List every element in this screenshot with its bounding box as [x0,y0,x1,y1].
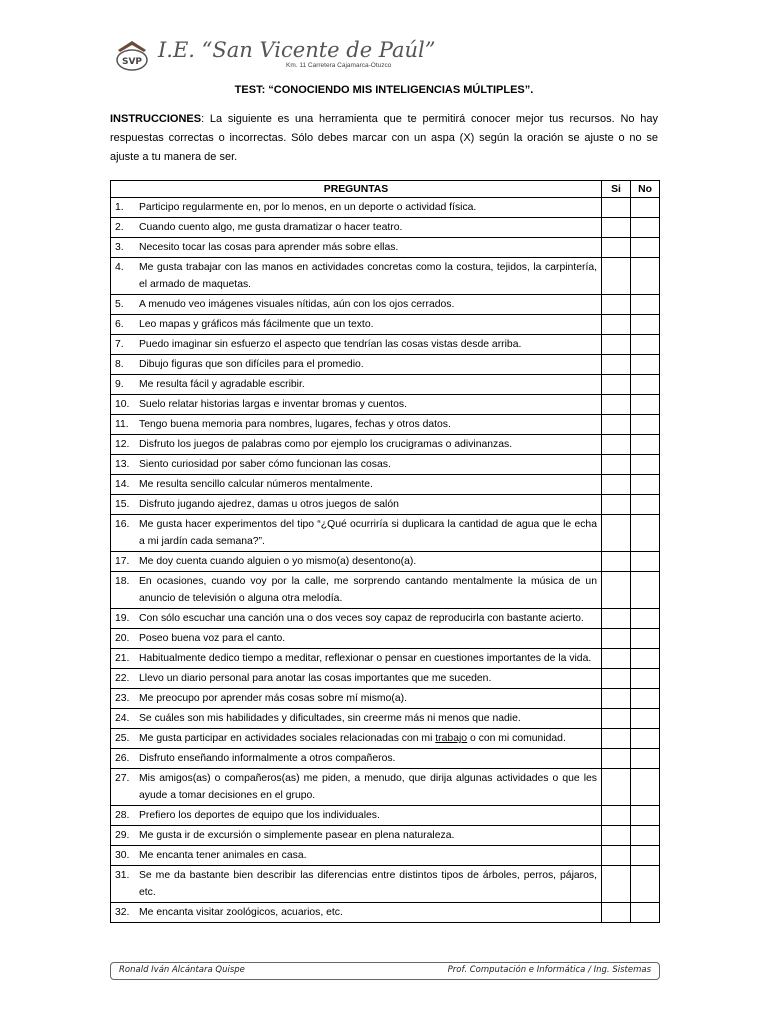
answer-no-cell[interactable] [631,572,660,609]
question-text: Disfruto enseñando informalmente a otros compañeros. [139,753,396,764]
question-number: 13. [115,459,130,470]
answer-no-cell[interactable] [631,552,660,572]
answer-no-cell[interactable] [631,609,660,629]
table-row [111,669,660,689]
question-text: Habitualmente dedico tiempo a meditar, reflexionar o pensar en cuestiones importantes de la vida. [139,653,592,664]
question-number: 11. [115,419,129,430]
answer-si-cell[interactable] [602,395,631,415]
answer-si-cell[interactable] [602,669,631,689]
document-header [110,36,670,76]
question-cell [111,258,602,295]
answer-no-cell[interactable] [631,218,660,238]
answer-no-cell[interactable] [631,238,660,258]
table-row [111,238,660,258]
question-cell [111,475,602,495]
question-number: 9. [115,379,124,390]
question-cell [111,198,602,218]
school-logo-icon [114,38,150,72]
answer-no-cell[interactable] [631,629,660,649]
answer-si-cell[interactable] [602,572,631,609]
table-row [111,609,660,629]
answer-si-cell[interactable] [602,729,631,749]
question-number: 22. [115,673,130,684]
question-number: 32. [115,907,130,918]
answer-no-cell[interactable] [631,295,660,315]
answer-no-cell[interactable] [631,866,660,903]
question-text [139,730,597,747]
answer-si-cell[interactable] [602,552,631,572]
footer-role: Prof. Computación e Informática / Ing. Sistemas [447,965,651,975]
question-number: 4. [115,262,124,273]
question-text: Me resulta sencillo calcular números mentalmente. [139,479,373,490]
question-cell [111,455,602,475]
table-row [111,846,660,866]
table-row [111,749,660,769]
question-text: Me gusta hacer experimentos del tipo “¿Qué ocurriría si duplicara la cantidad de agua que le echa a mi jardín cada semana?”. [139,519,597,547]
page-footer [110,962,660,980]
question-number: 8. [115,359,124,370]
question-text: Me encanta tener animales en casa. [139,850,307,861]
instructions-paragraph [110,110,658,167]
table-row [111,495,660,515]
question-number: 31. [115,870,130,881]
answer-si-cell[interactable] [602,609,631,629]
question-cell [111,729,602,749]
answer-si-cell[interactable] [602,295,631,315]
question-number: 20. [115,633,130,644]
table-row [111,435,660,455]
question-cell [111,315,602,335]
question-cell [111,495,602,515]
question-number: 14. [115,479,130,490]
questions-body [111,198,660,923]
question-text: Me encanta visitar zoológicos, acuarios, etc. [139,907,343,918]
question-text: Me preocupo por aprender más cosas sobre mí mismo(a). [139,693,407,704]
answer-no-cell[interactable] [631,669,660,689]
table-row [111,826,660,846]
answer-si-cell[interactable] [602,355,631,375]
answer-si-cell[interactable] [602,629,631,649]
answer-no-cell[interactable] [631,455,660,475]
header-preguntas: PREGUNTAS [111,181,602,198]
answer-si-cell[interactable] [602,335,631,355]
table-row [111,395,660,415]
answer-no-cell[interactable] [631,769,660,806]
question-cell [111,669,602,689]
answer-si-cell[interactable] [602,375,631,395]
question-cell [111,435,602,455]
table-row [111,415,660,435]
question-text: Me gusta trabajar con las manos en actividades concretas como la costura, tejidos, la carpintería, el armado de maquetas. [139,262,597,290]
instructions-label: INSTRUCCIONES [110,113,202,125]
answer-si-cell[interactable] [602,749,631,769]
question-number: 2. [115,222,124,233]
question-cell [111,846,602,866]
question-text: Me gusta ir de excursión o simplemente pasear en plena naturaleza. [139,830,455,841]
answer-no-cell[interactable] [631,709,660,729]
table-row [111,515,660,552]
header-no: No [631,181,660,198]
answer-no-cell[interactable] [631,649,660,669]
question-text: Poseo buena voz para el canto. [139,633,286,644]
question-text: Cuando cuento algo, me gusta dramatizar o hacer teatro. [139,222,403,233]
question-text: Suelo relatar historias largas e inventar bromas y cuentos. [139,399,407,410]
table-row [111,455,660,475]
answer-no-cell[interactable] [631,749,660,769]
table-row [111,649,660,669]
table-row [111,375,660,395]
question-cell [111,552,602,572]
question-number: 12. [115,439,130,450]
question-text: Puedo imaginar sin esfuerzo el aspecto que tendrían las cosas vistas desde arriba. [139,339,522,350]
question-text: Leo mapas y gráficos más fácilmente que un texto. [139,319,374,330]
question-text-part: Me gusta participar en actividades sociales relacionadas con mi [139,733,436,744]
answer-si-cell[interactable] [602,258,631,295]
table-row [111,552,660,572]
answer-si-cell[interactable] [602,415,631,435]
question-number: 16. [115,519,130,530]
question-number: 25. [115,733,130,744]
question-cell [111,335,602,355]
answer-no-cell[interactable] [631,355,660,375]
question-number: 18. [115,576,130,587]
answer-si-cell[interactable] [602,515,631,552]
question-cell [111,572,602,609]
answer-no-cell[interactable] [631,495,660,515]
answer-no-cell[interactable] [631,826,660,846]
question-text: En ocasiones, cuando voy por la calle, me sorprendo cantando mentalmente la música de un anuncio de televisión o alguna otra melodía. [139,576,597,604]
question-number: 17. [115,556,130,567]
question-text: Me doy cuenta cuando alguien o yo mismo(a) desentono(a). [139,556,417,567]
school-name: I.E. “San Vicente de Paúl” [158,38,436,62]
question-cell [111,395,602,415]
question-text: Mis amigos(as) o compañeros(as) me piden, a menudo, que dirija algunas actividades o que les ayude a tomar decisiones en el grupo. [139,773,597,801]
table-row [111,729,660,749]
question-cell [111,769,602,806]
answer-si-cell[interactable] [602,903,631,923]
logo-text: SVP [121,57,143,67]
question-cell [111,826,602,846]
answer-si-cell[interactable] [602,769,631,806]
question-cell [111,218,602,238]
table-row [111,315,660,335]
header-si: Si [602,181,631,198]
question-cell [111,609,602,629]
question-text-part: o con mi comunidad. [467,733,566,744]
table-row [111,709,660,729]
question-cell [111,415,602,435]
question-number: 24. [115,713,130,724]
question-number: 26. [115,753,130,764]
answer-no-cell[interactable] [631,415,660,435]
question-number: 7. [115,339,124,350]
answer-no-cell[interactable] [631,689,660,709]
footer-author: Ronald Iván Alcántara Quispe [119,965,245,975]
question-number: 28. [115,810,130,821]
question-text: Me resulta fácil y agradable escribir. [139,379,305,390]
questions-table [110,180,660,923]
question-text: Con sólo escuchar una canción una o dos veces soy capaz de reproducirla con bastante acierto. [139,613,584,624]
question-cell [111,866,602,903]
question-cell [111,806,602,826]
answer-si-cell[interactable] [602,806,631,826]
question-text: Se me da bastante bien describir las diferencias entre distintos tipos de árboles, perros, pájaros, etc. [139,870,597,898]
answer-si-cell[interactable] [602,435,631,455]
question-text: Disfruto los juegos de palabras como por ejemplo los crucigramas o adivinanzas. [139,439,513,450]
question-cell [111,689,602,709]
question-text: Tengo buena memoria para nombres, lugares, fechas y otros datos. [139,419,451,430]
answer-si-cell[interactable] [602,238,631,258]
answer-no-cell[interactable] [631,903,660,923]
question-number: 10. [115,399,130,410]
answer-si-cell[interactable] [602,709,631,729]
answer-no-cell[interactable] [631,395,660,415]
table-row [111,335,660,355]
answer-si-cell[interactable] [602,495,631,515]
answer-si-cell[interactable] [602,689,631,709]
table-row [111,903,660,923]
trabajo-link[interactable]: trabajo [435,733,468,744]
question-text: Necesito tocar las cosas para aprender más sobre ellas. [139,242,399,253]
answer-no-cell[interactable] [631,258,660,295]
school-address: Km. 11 Carretera Cajamarca-Otuzco [286,62,392,69]
answer-no-cell[interactable] [631,475,660,495]
test-title: TEST: “CONOCIENDO MIS INTELIGENCIAS MÚLTIPLES”. [234,84,534,96]
table-header-row [111,181,660,198]
question-text: Se cuáles son mis habilidades y dificultades, sin creerme más ni menos que nadie. [139,713,521,724]
question-number: 6. [115,319,124,330]
table-row [111,295,660,315]
table-row [111,198,660,218]
question-text: Participo regularmente en, por lo menos, en un deporte o actividad física. [139,202,477,213]
answer-no-cell[interactable] [631,806,660,826]
question-text: Disfruto jugando ajedrez, damas u otros juegos de salón [139,499,399,510]
question-cell [111,749,602,769]
question-cell [111,649,602,669]
answer-si-cell[interactable] [602,455,631,475]
question-number: 30. [115,850,130,861]
table-row [111,806,660,826]
question-number: 29. [115,830,130,841]
table-row [111,769,660,806]
answer-no-cell[interactable] [631,515,660,552]
answer-si-cell[interactable] [602,866,631,903]
question-text: Siento curiosidad por saber cómo funcionan las cosas. [139,459,391,470]
table-row [111,258,660,295]
question-cell [111,295,602,315]
answer-no-cell[interactable] [631,435,660,455]
question-cell [111,375,602,395]
answer-si-cell[interactable] [602,475,631,495]
question-cell [111,709,602,729]
question-number: 27. [115,773,130,784]
question-cell [111,515,602,552]
question-number: 23. [115,693,130,704]
answer-si-cell[interactable] [602,315,631,335]
question-number: 19. [115,613,130,624]
answer-no-cell[interactable] [631,198,660,218]
question-text: Prefiero los deportes de equipo que los individuales. [139,810,380,821]
table-row [111,355,660,375]
question-cell [111,355,602,375]
question-text: Dibujo figuras que son difíciles para el promedio. [139,359,364,370]
answer-no-cell[interactable] [631,375,660,395]
question-text: Llevo un diario personal para anotar las cosas importantes que me suceden. [139,673,492,684]
answer-si-cell[interactable] [602,846,631,866]
question-number: 1. [115,202,124,213]
table-row [111,572,660,609]
answer-si-cell[interactable] [602,198,631,218]
question-text: A menudo veo imágenes visuales nítidas, aún con los ojos cerrados. [139,299,455,310]
answer-si-cell[interactable] [602,218,631,238]
question-number: 5. [115,299,124,310]
answer-si-cell[interactable] [602,649,631,669]
question-cell [111,903,602,923]
answer-no-cell[interactable] [631,335,660,355]
question-cell [111,629,602,649]
answer-si-cell[interactable] [602,826,631,846]
table-row [111,218,660,238]
answer-no-cell[interactable] [631,315,660,335]
question-number: 15. [115,499,130,510]
answer-no-cell[interactable] [631,846,660,866]
question-number: 21. [115,653,130,664]
question-number: 3. [115,242,124,253]
table-row [111,475,660,495]
question-cell [111,238,602,258]
table-row [111,866,660,903]
answer-no-cell[interactable] [631,729,660,749]
table-row [111,689,660,709]
table-row [111,629,660,649]
instructions-text: : La siguiente es una herramienta que te permitirá conocer mejor tus recursos. No hay respuestas correctas o incorrectas. Sólo debes marcar con un aspa (X) según la oración se ajuste o no se ajuste a tu manera de ser. [110,113,658,163]
